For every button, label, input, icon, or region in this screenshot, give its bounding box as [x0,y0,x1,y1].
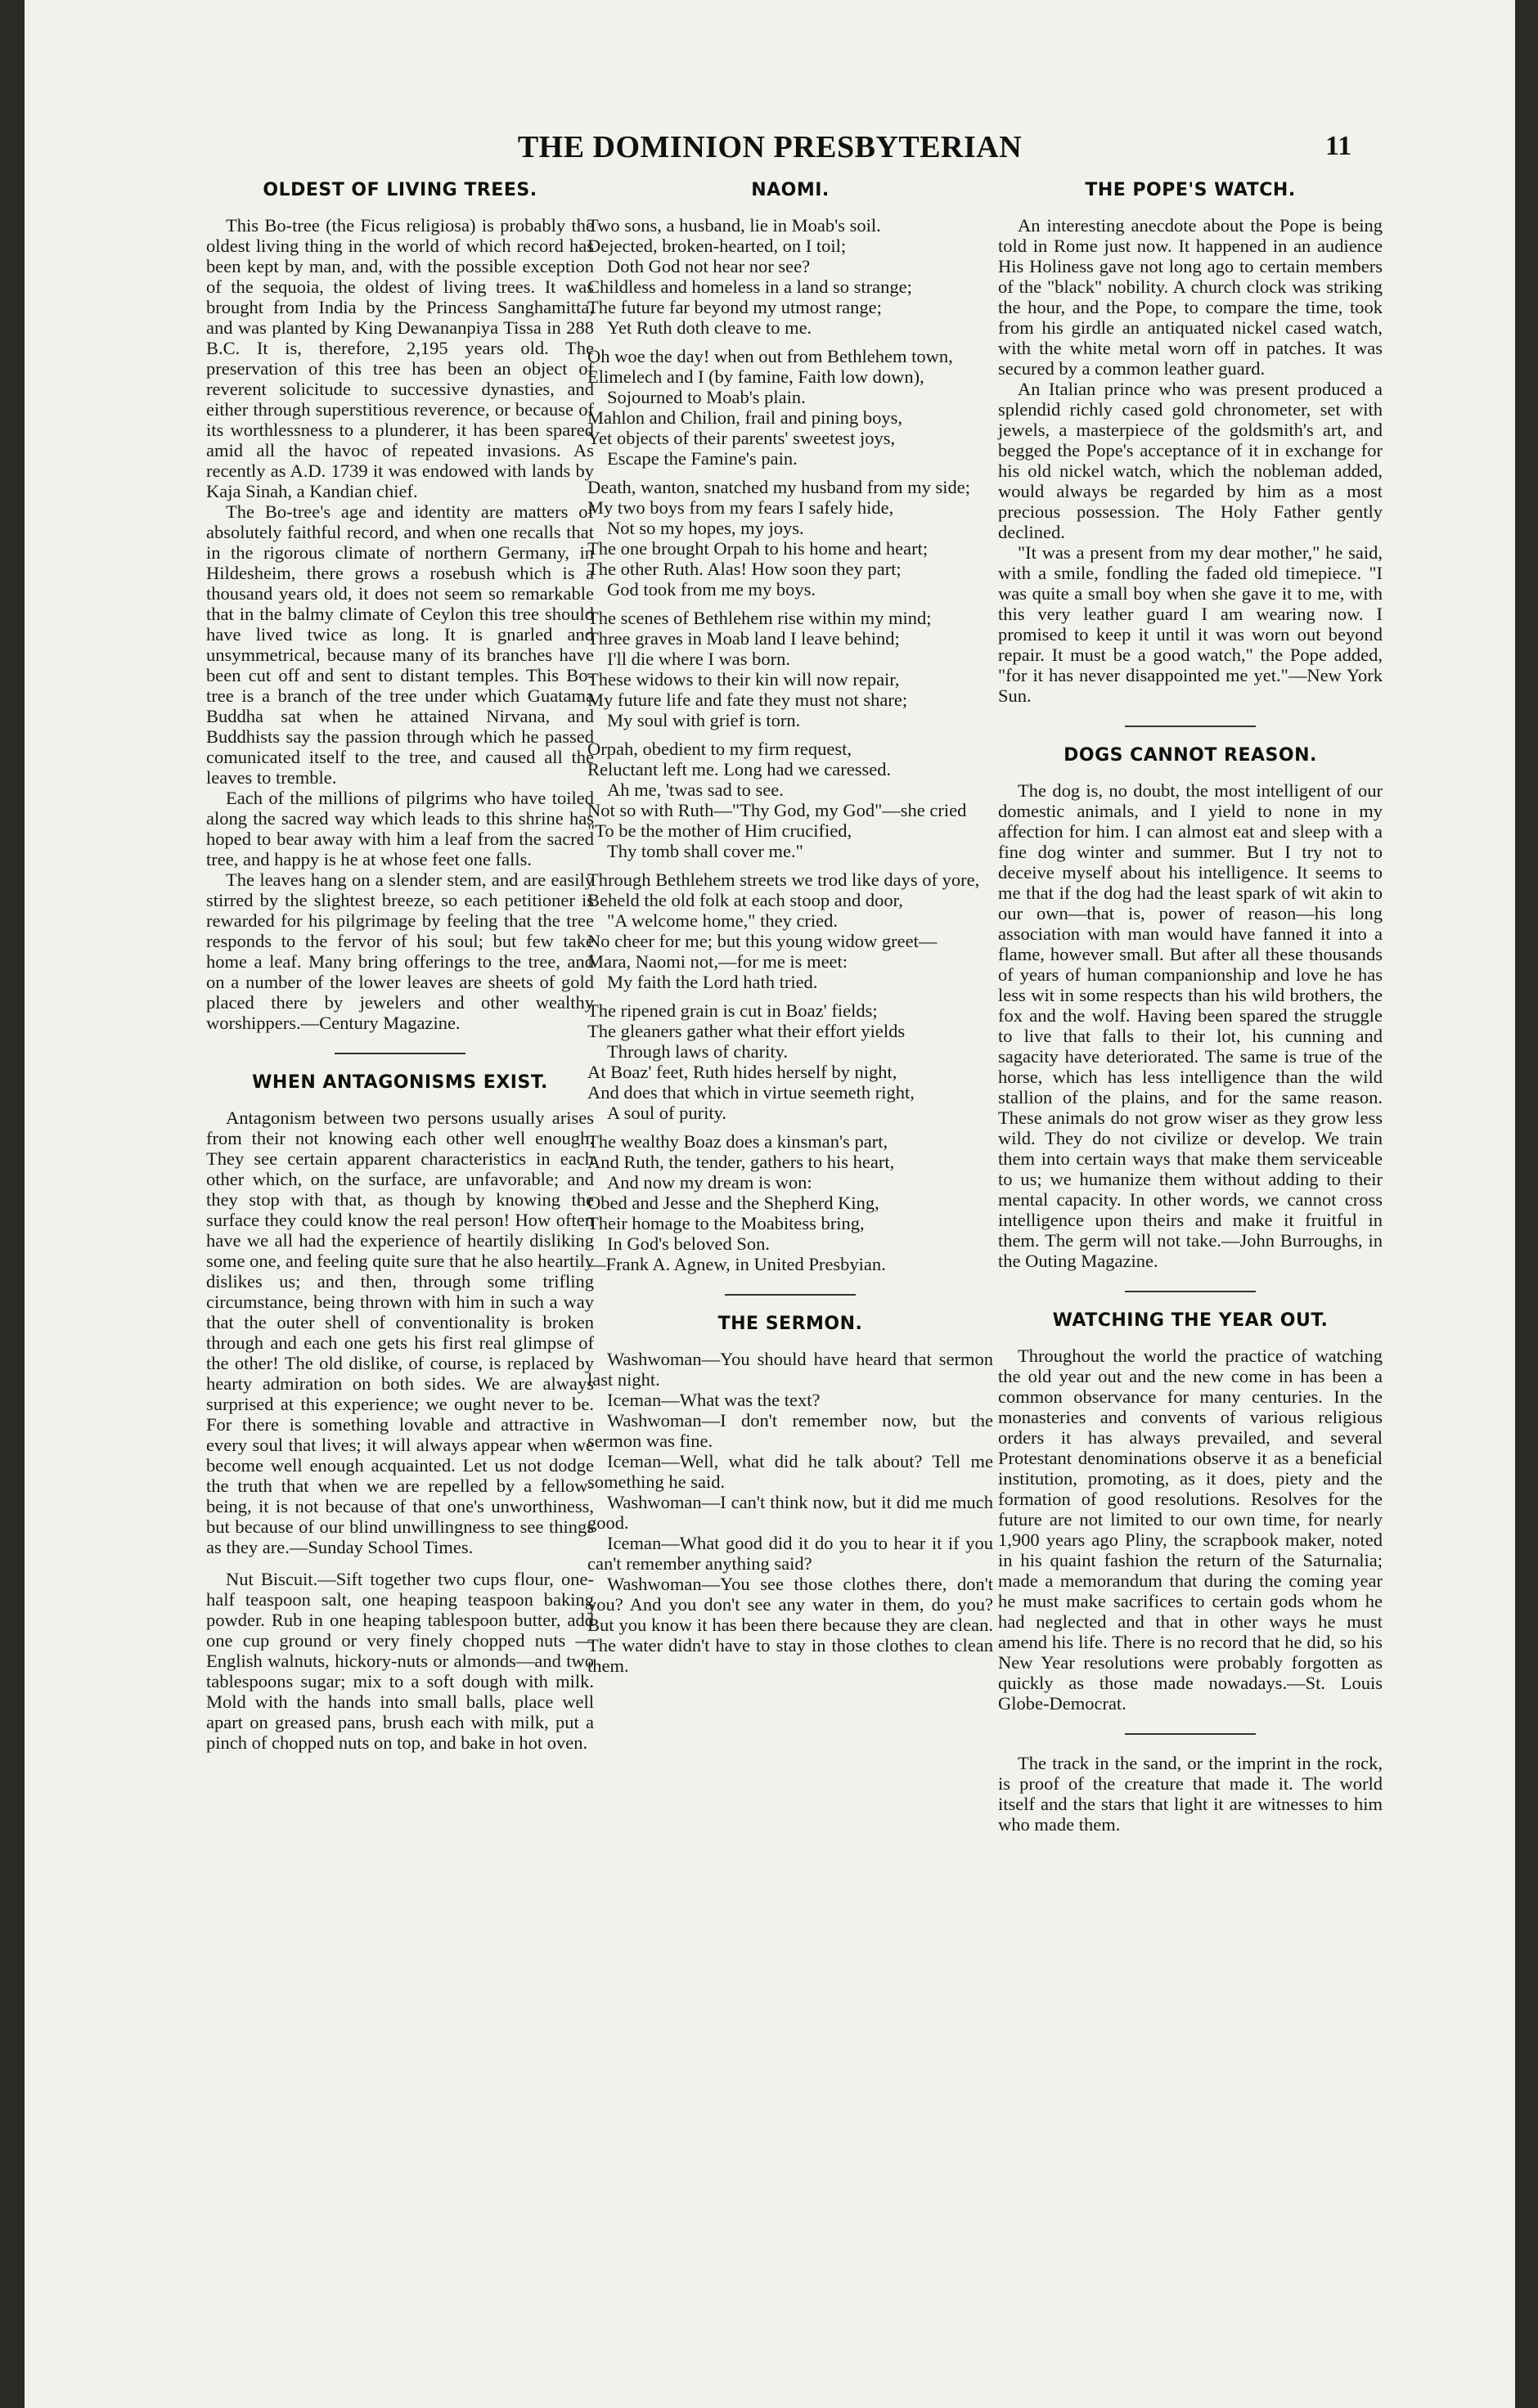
article-title: THE POPE'S WATCH. [1085,180,1296,200]
page-number: 11 [1325,131,1352,161]
poem-stanza [587,346,993,469]
poem-line: Not so my hopes, my joys. [607,518,804,538]
poem-line: The ripened grain is cut in Boaz' fields; [587,1000,878,1021]
masthead: THE DOMINION PRESBYTERIAN [517,130,1023,164]
poem-line: Escape the Famine's pain. [607,448,798,469]
article-paragraph: Throughout the world the practice of watching the old year out and the new come in has been a common observance for many centuries. In the monasteries and convents of various religious orders it has always prevailed, and several Protestant denominations observe it as a beneficial institution, promoting, as it does, piety and the formation of good resolutions. Resolves for the future are not limited to our own time, for nearly 1,900 years ago Pliny, the scrapbook maker, noted in his quaint fashion the return of the Saturnalia; made a memorandum that during the coming year he must make sacrifices to certain gods whom he had neglected and that in other ways he must amend his life. There is no record that he did, so his New Year resolutions were probably forgotten as quickly as those made nowadays.—St. Louis Globe-Democrat. [998,1346,1383,1714]
divider [335,1053,465,1054]
poem-line: My two boys from my fears I safely hide, [587,497,894,518]
article-title: WATCHING THE YEAR OUT. [1052,1310,1329,1331]
poem-stanza [587,1000,993,1123]
poem-line: At Boaz' feet, Ruth hides herself by night, [587,1062,897,1082]
article-paragraph: The Bo-tree's age and identity are matters of absolutely faithful record, and when one recalls that in the rigorous climate of northern Germany, in Hildesheim, there grows a rosebush which is a thousand years old, it does not seem so remarkable that in the balmy climate of Ceylon this tree should have lived twice as long. It is gnarled and unsymmetrical, because many of its branches have been cut off and sent to distant temples. This Bo-tree is a branch of the tree under which Guatama Buddha sat when he attained Nirvana, and Buddhists say the passion through which he passed comunicated itself to the tree, and caused all the leaves to tremble. [206,501,594,788]
article-paragraph: Nut Biscuit.—Sift together two cups flour, one-half teaspoon salt, one heaping teaspoon baking powder. Rub in one heaping tablespoon butter, add one cup ground or very finely chopped nuts —English walnuts, hickory-nuts or almonds—and two tablespoons sugar; mix to a soft dough with milk. Mold with the hands into small balls, place well apart on greased pans, brush each with milk, put a pinch of chopped nuts on top, and bake in hot oven. [206,1569,594,1753]
article-paragraph: An interesting anecdote about the Pope is being told in Rome just now. It happened in an audience His Holiness gave not long ago to certain members of the "black" nobility. A church clock was striking the hour, and the Pope, to compare the time, took from his girdle an antiquated nickel cased watch, with the white metal worn off in patches. It was secured by a common leather guard. [998,215,1383,379]
poem-line: In God's beloved Son. [607,1233,771,1254]
poem-line: God took from me my boys. [607,579,816,600]
poem-line: And Ruth, the tender, gathers to his heart, [587,1152,895,1172]
poem-stanza [587,477,993,600]
poem-line: Two sons, a husband, lie in Moab's soil. [587,215,881,236]
poem-line: And now my dream is won: [607,1172,812,1193]
divider [1125,1291,1256,1292]
poem-line: Sojourned to Moab's plain. [607,387,806,407]
poem-line: "A welcome home," they cried. [607,910,839,931]
divider [725,1294,856,1296]
poem-stanza [587,1131,993,1274]
poem-line: Mara, Naomi not,—for me is meet: [587,951,848,972]
poem-line: Beheld the old folk at each stoop and door, [587,890,903,910]
article-antagonisms [206,1072,594,1557]
article-track-in-sand [998,1753,1383,1835]
article-paragraph: Washwoman—I don't remember now, but the sermon was fine. [587,1410,993,1451]
article-paragraph: Each of the millions of pilgrims who have toiled along the sacred way which leads to this shrine has hoped to bear away with him a leaf from the sacred tree, and happy is he at whose feet one falls. [206,788,594,869]
poem-title: NAOMI. [751,180,830,200]
poem-line: The one brought Orpah to his home and heart; [587,538,929,559]
poem-line: Orpah, obedient to my firm request, [587,739,852,759]
article-oldest-trees [206,180,594,1033]
poem-line: No cheer for me; but this young widow greet— [587,931,938,951]
poem-line: The future far beyond my utmost range; [587,297,882,317]
poem-line: Death, wanton, snatched my husband from my side; [587,477,971,497]
poem-line: The wealthy Boaz does a kinsman's part, [587,1131,888,1152]
divider [1125,1733,1256,1735]
article-title: WHEN ANTAGONISMS EXIST. [252,1072,548,1093]
article-paragraph: "It was a present from my dear mother," he said, with a smile, fondling the faded old timepiece. "I was quite a small boy when she gave it to me, with this very leather guard I am wearing now. I promised to keep it until it was worn out beyond repair. It must be a good watch," the Pope added, "for it has never disappointed me yet."—New York Sun. [998,542,1383,706]
article-popes-watch [998,180,1383,706]
poem-line: Their homage to the Moabitess bring, [587,1213,865,1233]
article-paragraph: Washwoman—You see those clothes there, don't you? And you don't see any water in them, do you? But you know it has been there because they are clean. The water didn't have to stay in those clothes to clean them. [587,1574,993,1676]
article-paragraph: Washwoman—You should have heard that sermon last night. [587,1349,993,1390]
article-paragraph: An Italian prince who was present produced a splendid richly cased gold chronometer, set with jewels, a masterpiece of the goldsmith's art, and begged the Pope's acceptance of it in exchange for his old nickel watch, which the nobleman added, would always be regarded by him as a most precious possession. The Holy Father gently declined. [998,379,1383,542]
poem-stanza [587,215,993,338]
poem-line: Dejected, broken-hearted, on I toil; [587,236,847,256]
poem-line: Oh woe the day! when out from Bethlehem town, [587,346,953,366]
article-year-out [998,1310,1383,1714]
article-paragraph: Iceman—Well, what did he talk about? Tell me something he said. [587,1451,993,1492]
poem-line: The gleaners gather what their effort yields [587,1021,906,1041]
poem-line: The scenes of Bethlehem rise within my mind; [587,608,932,628]
poem-line: Childless and homeless in a land so strange; [587,276,912,297]
column-3 [998,180,1383,1835]
poem-line: Yet objects of their parents' sweetest joys, [587,428,896,448]
poem-line: Through Bethlehem streets we trod like days of yore, [587,869,980,890]
poem-line: Obed and Jesse and the Shepherd King, [587,1193,879,1213]
article-paragraph: The leaves hang on a slender stem, and are easily stirred by the slightest breeze, so each petitioner is rewarded for his pilgrimage by feeling that the tree responds to the fervor of his soul; but few take home a leaf. Many bring offerings to the tree, and on a number of the lower leaves are sheets of gold placed there by jewelers and other wealthy worshippers.—Century Magazine. [206,869,594,1033]
article-title: OLDEST OF LIVING TREES. [263,180,537,200]
poem-line: Reluctant left me. Long had we caressed. [587,759,892,779]
article-paragraph: Washwoman—I can't think now, but it did me much good. [587,1492,993,1533]
article-title: THE SERMON. [717,1314,863,1334]
article-paragraph: The track in the sand, or the imprint in the rock, is proof of the creature that made it. The world itself and the stars that light it are witnesses to him who made them. [998,1753,1383,1835]
poem-line: Doth God not hear nor see? [607,256,811,276]
divider [1125,726,1256,727]
poem-line: Ah me, 'twas sad to see. [607,779,784,800]
article-sermon [587,1314,993,1676]
poem-line: Three graves in Moab land I leave behind; [587,628,900,649]
poem-line: A soul of purity. [607,1103,727,1123]
article-paragraph: The dog is, no doubt, the most intelligent of our domestic animals, and I yield to none in my affection for him. I can almost eat and sleep with a fine dog winter and summer. But I try not to deceive myself about his intelligence. It seems to me that if the dog had the least spark of wit akin to our own—that is, power of reason—his long association with man would have fanned it into a flame, however small. But after all these thousands of years of human companionship and love he has less wit in some respects than his wild brothers, the fox and the wolf. Having been spared the struggle to live that falls to their lot, his cunning and sagacity have deteriorated. The same is true of the horse, which has less intelligence than the wild stallion of the plains, and for the same reason. These animals do not grow wiser as they grow less wild. They do not civilize or develop. We train them into certain ways that make them serviceable to us; we humanize them without adding to their mental capacity. In other words, we cannot cross intelligence upon theirs and make it fruitful in them. The germ will not take.—John Burroughs, in the Outing Magazine. [998,780,1383,1271]
poem-line: Thy tomb shall cover me." [607,841,803,861]
poem-line: The other Ruth. Alas! How soon they part; [587,559,902,579]
newspaper-page [25,0,1515,2408]
poem-stanza [587,608,993,730]
poem-line: Elimelech and I (by famine, Faith low down), [587,366,924,387]
article-title: DOGS CANNOT REASON. [1064,745,1317,766]
poem-naomi [587,180,993,1274]
poem-line: My faith the Lord hath tried. [607,972,818,992]
article-paragraph: Iceman—What good did it do you to hear it if you can't remember anything said? [587,1533,993,1574]
poem-line: These widows to their kin will now repair, [587,669,900,690]
poem-line: Through laws of charity. [607,1041,788,1062]
poem-stanza [587,739,993,861]
column-1 [206,180,594,1753]
column-2 [587,180,993,1676]
article-paragraph: Antagonism between two persons usually arises from their not knowing each other well enough. They see certain apparent characteristics in each other which, on the surface, are unfavorable; and they stop with that, as though by knowing the surface they could know the real person! How often have we all had the experience of heartily disliking some one, and feeling quite sure that he also heartily dislikes us; and then, through some trifling circumstance, being thrown with him in such a way that the outer shell of conventionality is broken through and each one gets his first real glimpse of the other! The old dislike, of course, is replaced by hearty admiration on both sides. We are always surprised at this experience; we ought never to be. For there is something lovable and attractive in every soul that lives; it will always appear when we become well enough acquainted. Let us not dodge the truth that when we are repelled by a fellow-being, it is not because of that one's unworthiness, but because of our blind unwillingness to see things as they are.—Sunday School Times. [206,1107,594,1557]
poem-line: Mahlon and Chilion, frail and pining boys, [587,407,902,428]
article-paragraph: Iceman—What was the text? [607,1390,821,1410]
article-dogs [998,745,1383,1271]
poem-line: Yet Ruth doth cleave to me. [607,317,812,338]
poem-body [587,215,993,1274]
poem-line: My future life and fate they must not share; [587,690,908,710]
poem-line: —Frank A. Agnew, in United Presbyian. [587,1254,886,1274]
poem-line: Not so with Ruth—"Thy God, my God"—she cried [587,800,967,820]
poem-line: "To be the mother of Him crucified, [587,820,852,841]
article-nut-biscuit [206,1569,594,1753]
poem-line: And does that which in virtue seemeth right, [587,1082,915,1103]
article-paragraph: This Bo-tree (the Ficus religiosa) is probably the oldest living thing in the world of which record has been kept by man, and, with the possible exception of the sequoia, the oldest of living trees. It was brought from India by the Princess Sanghamitta, and was planted by King Dewananpiya Tissa in 288 B.C. It is, therefore, 2,195 years old. The preservation of this tree has been an object of reverent solicitude to successive dynasties, and either through superstitious reverence, or because of its worthlessness to a plunderer, it has been spared amid all the havoc of repeated invasions. As recently as A.D. 1739 it was endowed with lands by Kaja Sinah, a Kandian chief. [206,215,594,501]
spacer [206,1557,594,1569]
poem-line: My soul with grief is torn. [607,710,801,730]
poem-line: I'll die where I was born. [607,649,790,669]
poem-stanza [587,869,993,992]
